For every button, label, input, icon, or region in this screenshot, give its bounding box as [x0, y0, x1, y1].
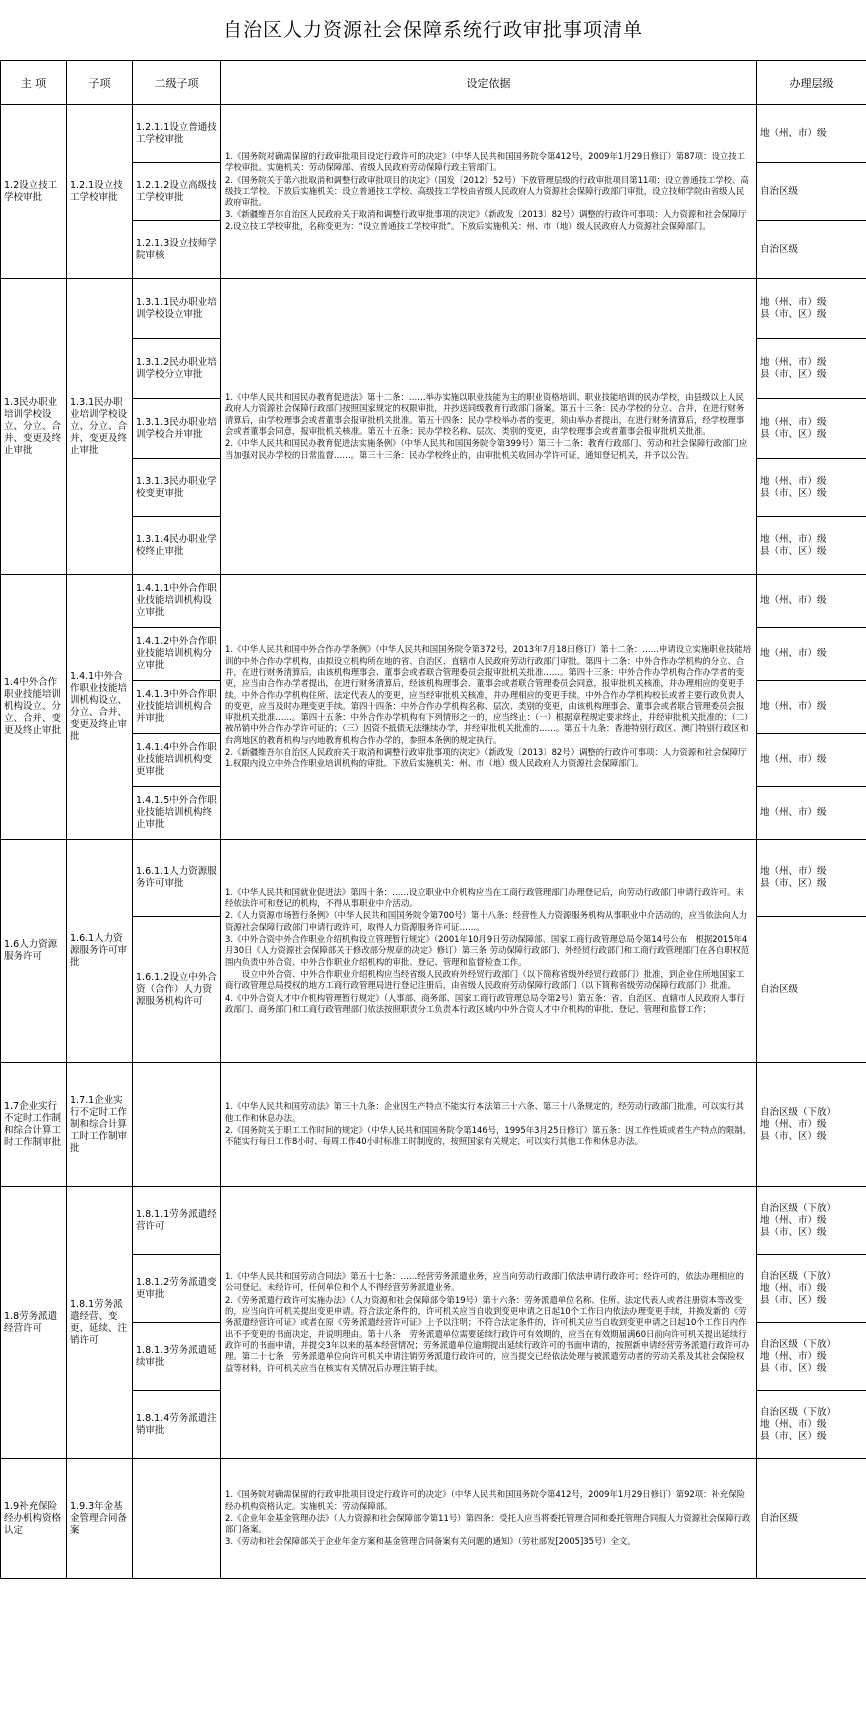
main-item-cell: 1.6人力资源服务许可 — [1, 840, 67, 1063]
handling-level-line: 自治区级 — [760, 983, 799, 995]
table-row — [1, 105, 866, 163]
secondary-sub-item-cell: 1.3.1.3民办职业培训学校合并审批 — [133, 399, 221, 459]
handling-level-line: 县（市、区）级 — [760, 1130, 827, 1142]
legal-basis-paragraph: 2.《劳务派遣行政许可实施办法》（人力资源和社会保障部令第19号）第十六条：劳务派遣单位名称、住所、法定代表人或者注册资本等改变的，应当向许可机关提出变更申请。符合法定条件的，许可机关应当自收到变更申请之日起10个工作日内依法办理变更手续，并换发新的《劳务派遣经营许可证》或者在原《劳务派遣经营许可证》上予以注明；不符合法定条件的，许可机关应当自收到变更申请之日起10个工作日内作出不予变更的书面决定，并说明理由。第十八条 劳务派遣单位需要延续行政许可有效期的，应当在有效期届满60日前向许可机关提出延续行政许可的书面申请，并提交3年以来的基本经营情况；劳务派遣单位逾期提出延续行政许可的书面申请的，按照新申请经营劳务派遣行政许可办理。第二十七条 劳务派遣单位向许可机关申请注销劳务派遣行政许可的，应当提交已经依法处理与被派遣劳动者的劳动关系及其社会保险权益等材料，许可机关应当在核实有关情况后办理注销手续。 — [225, 1294, 750, 1373]
handling-level-cell — [757, 628, 866, 681]
table-header-row — [1, 61, 866, 105]
handling-level-line: 县（市、区）级 — [760, 487, 827, 499]
handling-level-cell — [757, 399, 866, 459]
handling-level-cell — [757, 575, 866, 628]
legal-basis-cell — [221, 840, 757, 1063]
handling-level-line: 自治区级 — [760, 243, 799, 255]
handling-level-line: 县（市、区）级 — [760, 545, 827, 557]
legal-basis-paragraph: 1.《中华人民共和国劳动法》第三十九条：企业因生产特点不能实行本法第三十六条、第三十八条规定的，经劳动行政部门批准，可以实行其他工作和休息办法。 — [225, 1101, 744, 1123]
secondary-sub-item-cell — [133, 1063, 221, 1187]
handling-level-cell — [757, 221, 866, 279]
legal-basis-cell — [221, 279, 757, 575]
secondary-sub-item-cell: 1.3.1.1民办职业培训学校设立审批 — [133, 279, 221, 339]
legal-basis-cell — [221, 105, 757, 279]
handling-level-line: 自治区级（下放） — [760, 1106, 837, 1118]
legal-basis-paragraph: 2.《新疆维吾尔自治区人民政府关于取消和调整行政审批事项的决定》（新政发〔2013〕82号）调整的行政许可事项：人力资源和社会保障厅1.权限内设立中外合作职业培训机构的审批。下放后实施机关：州、市（地）级人民政府人力资源社会保障部门。 — [225, 747, 747, 769]
secondary-sub-item-cell: 1.2.1.2设立高级技工学校审批 — [133, 163, 221, 221]
secondary-sub-item-cell: 1.2.1.3设立技师学院审核 — [133, 221, 221, 279]
legal-basis-paragraph: 4.《中外合资人才中介机构管理暂行规定》（人事部、商务部、国家工商行政管理总局令第2号）第五条：省、自治区、直辖市人民政府人事行政部门、商务部门和工商行政管理部门依法按照职责分工负责本行政区域内中外合资人才中介机构的审批、登记、管理和监督工作； — [225, 992, 745, 1014]
main-item-cell: 1.2设立技工学校审批 — [1, 105, 67, 279]
handling-level-cell — [757, 459, 866, 517]
handling-level-line: 县（市、区）级 — [760, 1294, 827, 1306]
handling-level-line: 县（市、区）级 — [760, 1362, 827, 1374]
handling-level-cell — [757, 1255, 866, 1323]
legal-basis-cell — [221, 1459, 757, 1579]
table-body — [1, 105, 866, 1579]
handling-level-line: 自治区级（下放） — [760, 1338, 837, 1350]
handling-level-line: 地（州、市）级 — [760, 356, 827, 368]
handling-level-line: 地（州、市）级 — [760, 754, 827, 765]
header-sub-item: 子项 — [67, 61, 133, 105]
main-item-cell: 1.4中外合作职业技能培训机构设立、分立、合并、变更及终止审批 — [1, 575, 67, 840]
handling-level-cell — [757, 681, 866, 734]
table-row — [1, 575, 866, 628]
handling-level-line: 自治区级 — [760, 1512, 799, 1524]
legal-basis-paragraph: 1.《国务院对确需保留的行政审批项目设定行政许可的决定》（中华人民共和国国务院令第412号，2009年1月29日修订）第87项：设立技工学校审批。实施机关：劳动保障部、省级人民政府劳动保障行政主管部门。 — [225, 150, 745, 173]
handling-level-line: 地（州、市）级 — [760, 127, 827, 139]
handling-level-cell — [757, 1063, 866, 1187]
legal-basis-cell — [221, 1187, 757, 1459]
handling-level-line: 县（市、区）级 — [760, 308, 827, 320]
handling-level-line: 地（州、市）级 — [760, 866, 827, 877]
header-main-item: 主 项 — [1, 61, 67, 105]
legal-basis-paragraph: 2.《国务院关于第六批取消和调整行政审批项目的决定》（国发〔2012〕52号）下放管理层级的行政审批项目第11项：设立普通技工学校、高级技工学校。下放后实施机关：设立普通技工学校、高级技工学校由省级人民政府人力资源社会保障行政部门审批，设立技师学院由省级人民政府审批。 — [225, 174, 749, 208]
handling-level-line: 地（州、市）级 — [760, 1350, 827, 1362]
secondary-sub-item-cell: 1.3.1.2民办职业培训学校分立审批 — [133, 339, 221, 399]
handling-level-cell — [757, 517, 866, 575]
main-item-cell: 1.3民办职业培训学校设立、分立、合并、变更及终止审批 — [1, 279, 67, 575]
handling-level-cell — [757, 787, 866, 840]
handling-level-line: 自治区级（下放） — [760, 1202, 837, 1214]
secondary-sub-item-cell: 1.8.1.3劳务派遣延续审批 — [133, 1323, 221, 1391]
header-legal-basis: 设定依据 — [221, 61, 757, 105]
legal-basis-paragraph: 2.《人力资源市场暂行条例》（中华人民共和国国务院令第700号）第十八条：经营性人力资源服务机构从事职业中介活动的，应当依法向人力资源社会保障行政部门申请行政许可，取得人力资源服务许可证……。 — [225, 910, 748, 932]
handling-level-line: 地（州、市）级 — [760, 1214, 827, 1226]
table-row — [1, 279, 866, 339]
handling-level-line: 地（州、市）级 — [760, 807, 827, 818]
header-handling-level: 办理层级 — [757, 61, 866, 105]
handling-level-line: 地（州、市）级 — [760, 648, 827, 659]
legal-basis-paragraph: 2.《国务院关于职工工作时间的规定》（中华人民共和国国务院令第146号，1995年3月25日修订）第五条：因工作性质或者生产特点的限制，不能实行每日工作8小时、每周工作40小时标准工时制度的，按照国家有关规定，可以实行其他工作和休息办法。 — [225, 1125, 752, 1147]
handling-level-line: 地（州、市）级 — [760, 1418, 827, 1430]
handling-level-line: 自治区级 — [760, 185, 799, 197]
handling-level-cell — [757, 734, 866, 787]
handling-level-line: 县（市、区）级 — [760, 1430, 827, 1442]
legal-basis-cell — [221, 575, 757, 840]
handling-level-line: 地（州、市）级 — [760, 296, 827, 308]
secondary-sub-item-cell: 1.6.1.2设立中外合资（合作）人力资源服务机构许可 — [133, 917, 221, 1063]
legal-basis-paragraph: 1.《国务院对确需保留的行政审批项目设定行政许可的决定》（中华人民共和国国务院令第412号，2009年1月29日修订）第92项：补充保险经办机构资格认定。实施机关：劳动保障部。 — [225, 1489, 745, 1511]
legal-basis-paragraph: 1.《中华人民共和国劳动合同法》第五十七条：……经营劳务派遣业务，应当向劳动行政部门依法申请行政许可；经许可的，依法办理相应的公司登记。未经许可，任何单位和个人不得经营劳务派遣业务。 — [225, 1271, 744, 1293]
header-secondary-sub-item: 二级子项 — [133, 61, 221, 105]
secondary-sub-item-cell — [133, 1459, 221, 1579]
handling-level-cell — [757, 1459, 866, 1579]
secondary-sub-item-cell: 1.8.1.4劳务派遣注销审批 — [133, 1391, 221, 1459]
secondary-sub-item-cell: 1.6.1.1人力资源服务许可审批 — [133, 840, 221, 917]
sub-item-cell: 1.2.1设立技工学校审批 — [67, 105, 133, 279]
secondary-sub-item-cell: 1.4.1.5中外合作职业技能培训机构终止审批 — [133, 787, 221, 840]
handling-level-cell — [757, 840, 866, 917]
handling-level-line: 地（州、市）级 — [760, 1282, 827, 1294]
legal-basis-paragraph: 1.《中华人民共和国就业促进法》第四十条：……设立职业中介机构应当在工商行政管理部门办理登记后，向劳动行政部门申请行政许可。未经依法许可和登记的机构，不得从事职业中介活动。 — [225, 886, 744, 909]
handling-level-cell — [757, 279, 866, 339]
handling-level-cell — [757, 1391, 866, 1459]
handling-level-line: 地（州、市）级 — [760, 595, 827, 606]
table-row — [1, 1063, 866, 1187]
handling-level-line: 县（市、区）级 — [760, 878, 827, 889]
sub-item-cell: 1.9.3年金基金管理合同备案 — [67, 1459, 133, 1579]
secondary-sub-item-cell: 1.4.1.2中外合作职业技能培训机构分立审批 — [133, 628, 221, 681]
sub-item-cell: 1.3.1民办职业培训学校设立、分立、合并、变更及终止审批 — [67, 279, 133, 575]
handling-level-line: 县（市、区）级 — [760, 428, 827, 440]
secondary-sub-item-cell: 1.4.1.1中外合作职业技能培训机构设立审批 — [133, 575, 221, 628]
handling-level-line: 地（州、市）级 — [760, 416, 827, 428]
secondary-sub-item-cell: 1.8.1.2劳务派遣变更审批 — [133, 1255, 221, 1323]
handling-level-line: 地（州、市）级 — [760, 475, 827, 487]
legal-basis-paragraph: 3.《劳动和社会保障部关于企业年金方案和基金管理合同备案有关问题的通知》（劳社部发[2005]35号）全文。 — [225, 1536, 636, 1547]
handling-level-line: 地（州、市）级 — [760, 1118, 827, 1130]
legal-basis-cell — [221, 1063, 757, 1187]
handling-level-cell — [757, 1187, 866, 1255]
handling-level-cell — [757, 339, 866, 399]
legal-basis-paragraph: 1.《中华人民共和国中外合作办学条例》（中华人民共和国国务院令第372号，2013年7月18日修订）第十二条：……申请设立实施职业技能培训的中外合作办学机构，由拟设立机构所在地的省、自治区、直辖市人民政府劳动行政部门审批。第四十二条：中外合作办学机构的分立、合并，在进行财务清算后，由该机构理事会、董事会或者联合管理委员会报审批机关批准……。第四十三条：中外合作办学机构合作办学者的变更，应当由合作办学者提出，在进行财务清算后，经该机构理事会、董事会或者联合管理委员会同意，报审批机关核准，并办理相应的变更手续。中外合作办学机构住所、法定代表人的变更，应当经审批机关核准，并办理相应的变更手续。中外合作办学机构校长或者主要行政负责人的变更，应当及时办理变更手续。第四十四条：中外合作办学机构名称、层次、类别的变更，由该机构理事会、董事会或者联合管理委员会报审批机关批准……。第四十五条：中外合作办学机构有下列情形之一的，应当终止：（一）根据章程规定要求终止，并经审批机关批准的；（二）被吊销中外合作办学许可证的；（三）因资不抵债无法继续办学，并经审批机关批准的……。第五十九条：香港特别行政区、澳门特别行政区和台湾地区的教育机构与内地教育机构合作办学的，参照本条例的规定执行。 — [225, 644, 752, 745]
table-row — [1, 1459, 866, 1579]
secondary-sub-item-cell: 1.3.1.4民办职业学校终止审批 — [133, 517, 221, 575]
main-item-cell: 1.9补充保险经办机构资格认定 — [1, 1459, 67, 1579]
sub-item-cell: 1.4.1中外合作职业技能培训机构设立、分立、合并、变更及终止审批 — [67, 575, 133, 840]
table-row — [1, 840, 866, 917]
legal-basis-paragraph: 2.《企业年金基金管理办法》（人力资源和社会保障部令第11号）第四条：受托人应当将委托管理合同和委托管理合同报人力资源社会保障行政部门备案。 — [225, 1512, 751, 1535]
legal-basis-paragraph: 2.《中华人民共和国民办教育促进法实施条例》（中华人民共和国国务院令第399号）第三十二条：教育行政部门、劳动和社会保障行政部门应当加强对民办学校的日常监督……。第三十三条：民办学校终止的，由审批机关收回办学许可证，通知登记机关，并予以公告。 — [225, 438, 748, 460]
secondary-sub-item-cell: 1.2.1.1设立普通技工学校审批 — [133, 105, 221, 163]
handling-level-line: 地（州、市）级 — [760, 533, 827, 545]
handling-level-line: 县（市、区）级 — [760, 368, 827, 380]
main-item-cell: 1.7企业实行不定时工作制和综合计算工时工作制审批 — [1, 1063, 67, 1187]
handling-level-line: 自治区级（下放） — [760, 1270, 837, 1282]
handling-level-line: 县（市、区）级 — [760, 1226, 827, 1238]
secondary-sub-item-cell: 1.8.1.1劳务派遣经营许可 — [133, 1187, 221, 1255]
secondary-sub-item-cell: 1.3.1.3民办职业学校变更审批 — [133, 459, 221, 517]
handling-level-line: 地（州、市）级 — [760, 701, 827, 712]
approval-items-table — [0, 60, 866, 1579]
secondary-sub-item-cell: 1.4.1.4中外合作职业技能培训机构变更审批 — [133, 734, 221, 787]
document-title: 自治区人力资源社会保障系统行政审批事项清单 — [222, 19, 643, 41]
legal-basis-paragraph: 3.《新疆维吾尔自治区人民政府关于取消和调整行政审批事项的决定》（新政发〔2013〕82号）调整的行政许可事项：人力资源和社会保障厅2.设立技工学校审批，名称变更为：“设立普通技工学校审批”。下放后实施机关：州、市（地）级人民政府人力资源社会保障部门。 — [225, 209, 747, 231]
sub-item-cell: 1.6.1人力资源服务许可审批 — [67, 840, 133, 1063]
handling-level-cell — [757, 163, 866, 221]
legal-basis-paragraph: 设立中外合资、中外合作职业介绍机构应当经省级人民政府外经贸行政部门（以下简称省级外经贸行政部门）批准，到企业住所地国家工商行政管理总局授权的地方工商行政管理局进行登记注册后，由省级人民政府劳动保障行政部门（以下简称省级劳动保障行政部门）批准。 — [225, 968, 745, 991]
handling-level-line: 自治区级（下放） — [760, 1406, 837, 1418]
handling-level-cell — [757, 1323, 866, 1391]
legal-basis-paragraph: 3.《中外合资中外合作职业介绍机构设立管理暂行规定》（2001年10月9日劳动保障部、国家工商行政管理总局令第14号公布 根据2015年4月30日《人力资源社会保障部关于修改部分规章的决定》修订）第三条 劳动保障行政部门、外经贸行政部门和工商行政管理部门在各自职权范围内负责中外合资、中外合作职业介绍机构的审批、登记、管理和监督检查工作。 — [225, 934, 750, 967]
main-item-cell: 1.8劳务派遣经营许可 — [1, 1187, 67, 1459]
legal-basis-paragraph: 1.《中华人民共和国民办教育促进法》第十二条：……举办实施以职业技能为主的职业资格培训、职业技能培训的民办学校，由县级以上人民政府人力资源社会保障行政部门按照国家规定的权限审批，并抄送同级教育行政部门备案。第五十三条：民办学校的分立、合并，在进行财务清算后，由学校理事会或者董事会报审批机关批准。第五十四条：民办学校举办者的变更，须由举办者提出，在进行财务清算后，经学校理事会或者董事会同意，报审批机关核准。第五十五条：民办学校名称、层次、类别的变更，由学校理事会或者董事会报审批机关批准。 — [225, 392, 745, 436]
secondary-sub-item-cell: 1.4.1.3中外合作职业技能培训机构合并审批 — [133, 681, 221, 734]
table-row — [1, 1187, 866, 1255]
handling-level-cell — [757, 917, 866, 1063]
sub-item-cell: 1.7.1企业实行不定时工作制和综合计算工时工作制审批 — [67, 1063, 133, 1187]
handling-level-cell — [757, 105, 866, 163]
sub-item-cell: 1.8.1劳务派遣经营、变更、延续、注销许可 — [67, 1187, 133, 1459]
